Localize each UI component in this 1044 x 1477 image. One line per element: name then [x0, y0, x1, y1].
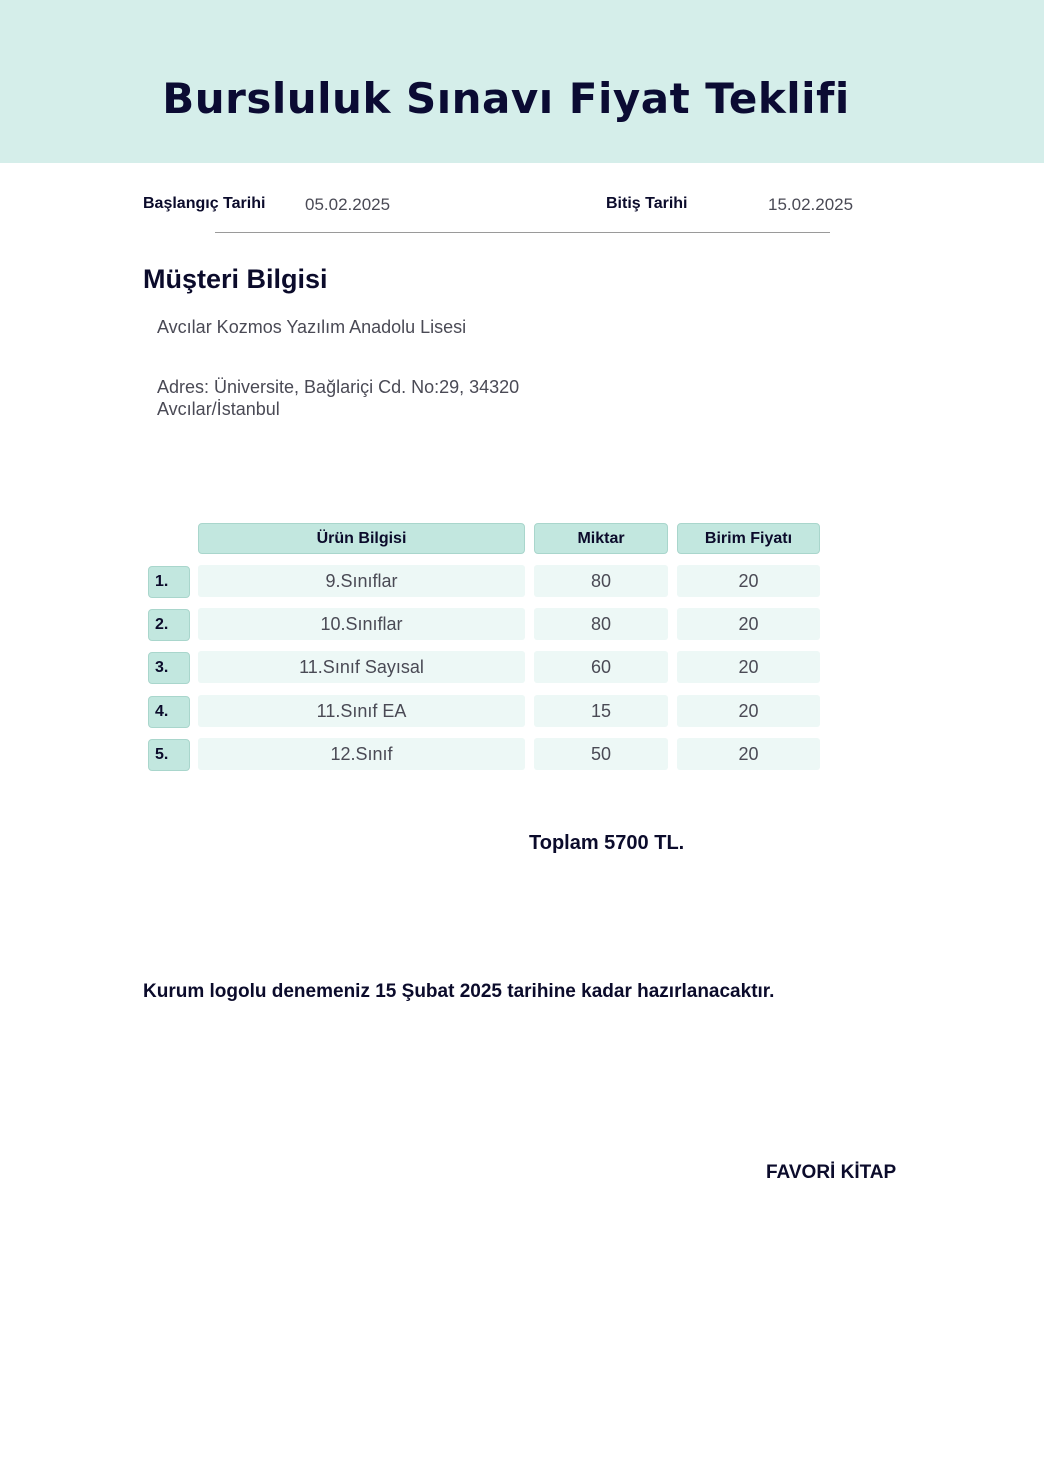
- product-cell: 9.Sınıflar: [198, 565, 525, 597]
- product-cell: 11.Sınıf Sayısal: [198, 651, 525, 683]
- delivery-note: Kurum logolu denemeniz 15 Şubat 2025 tarihine kadar hazırlanacaktır.: [143, 981, 775, 1002]
- date-divider: [215, 232, 830, 233]
- customer-address-line2: Avcılar/İstanbul: [157, 399, 280, 419]
- end-date-value: 15.02.2025: [768, 195, 854, 214]
- table-header-unit-price: Birim Fiyatı: [677, 523, 820, 554]
- quantity-cell: 50: [534, 738, 668, 770]
- start-date-label: Başlangıç Tarihi: [143, 195, 266, 212]
- company-signature: FAVORİ KİTAP: [766, 1162, 897, 1183]
- product-cell: 12.Sınıf: [198, 738, 525, 770]
- row-number: 1.: [148, 566, 190, 598]
- quantity-cell: 80: [534, 608, 668, 640]
- table-header-quantity: Miktar: [534, 523, 668, 554]
- row-number: 2.: [148, 609, 190, 641]
- customer-address-line1: Adres: Üniversite, Bağlariçi Cd. No:29, 34320: [157, 377, 520, 397]
- customer-name: Avcılar Kozmos Yazılım Anadolu Lisesi: [157, 317, 467, 337]
- unit-price-cell: 20: [677, 608, 820, 640]
- row-number: 5.: [148, 739, 190, 771]
- document-title: Bursluluk Sınavı Fiyat Teklifi: [162, 74, 850, 123]
- start-date-value: 05.02.2025: [305, 195, 391, 214]
- unit-price-cell: 20: [677, 565, 820, 597]
- end-date-label: Bitiş Tarihi: [606, 195, 688, 212]
- unit-price-cell: 20: [677, 695, 820, 727]
- customer-section-title: Müşteri Bilgisi: [143, 264, 328, 294]
- quantity-cell: 80: [534, 565, 668, 597]
- table-header-product: Ürün Bilgisi: [198, 523, 525, 554]
- unit-price-cell: 20: [677, 738, 820, 770]
- quantity-cell: 15: [534, 695, 668, 727]
- unit-price-cell: 20: [677, 651, 820, 683]
- quantity-cell: 60: [534, 651, 668, 683]
- product-cell: 10.Sınıflar: [198, 608, 525, 640]
- row-number: 4.: [148, 696, 190, 728]
- total-amount: Toplam 5700 TL.: [529, 832, 685, 854]
- row-number: 3.: [148, 652, 190, 684]
- product-cell: 11.Sınıf EA: [198, 695, 525, 727]
